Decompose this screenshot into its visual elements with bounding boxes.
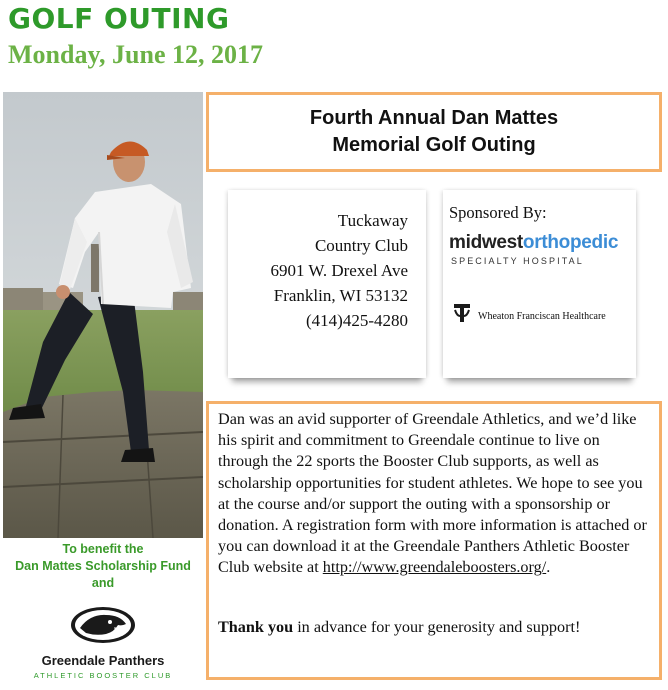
wheaton-logo-icon [452, 302, 472, 324]
event-title-line-2: Memorial Golf Outing [332, 134, 536, 156]
link-suffix: . [546, 558, 551, 577]
venue-line-3: 6901 W. Drexel Ave [270, 261, 408, 280]
page-title: GOLF OUTING [8, 2, 230, 35]
benefit-line-1: To benefit the [62, 542, 144, 556]
venue-line-2: Country Club [314, 236, 408, 255]
secondary-sponsor: Wheaton Franciscan Healthcare [478, 311, 606, 322]
golfer-photo [3, 92, 203, 538]
sponsor-name-part-1: midwest [449, 232, 523, 253]
panther-logo [70, 606, 136, 644]
website-link[interactable]: http://www.greendaleboosters.org/ [322, 558, 547, 577]
org-subtitle: ATHLETIC BOOSTER CLUB [33, 671, 173, 680]
sponsor-name-part-2: orthopedic [522, 232, 619, 253]
sponsor-heading: Sponsored By: [449, 203, 547, 222]
venue-line-1: Tuckaway [337, 211, 408, 230]
benefit-caption [0, 541, 206, 592]
thanks-bold: Thank you [218, 618, 294, 636]
org-name: Greendale Panthers [41, 653, 165, 668]
benefit-line-2: Dan Mattes Scholarship Fund [15, 559, 191, 573]
benefit-line-3: and [91, 576, 115, 590]
sponsor-logo-name [449, 232, 618, 254]
thanks-line [218, 617, 654, 638]
event-title [206, 105, 662, 159]
body-paragraph [218, 409, 654, 579]
venue-address [228, 208, 408, 333]
venue-phone: (414)425-4280 [306, 311, 408, 330]
sponsor-logo-subtitle: SPECIALTY HOSPITAL [451, 256, 584, 266]
venue-line-4: Franklin, WI 53132 [273, 286, 408, 305]
body-text: Dan was an avid supporter of Greendale Athletics, and we’d like his spirit and commitment to Greendale continue to live on through the 22 sports the Booster Club supports, as well as scholarship opportunities for student athletes. We hope to see you at the course and/or support the outing with a sponsorship or donation. A registration form with more information is attached or you can download it at the Greendale Panthers Athletic Booster Club website at [218, 410, 647, 577]
thanks-rest: in advance for your generosity and support! [293, 618, 581, 636]
event-title-line-1: Fourth Annual Dan Mattes [309, 107, 559, 129]
event-date: Monday, June 12, 2017 [8, 40, 263, 69]
